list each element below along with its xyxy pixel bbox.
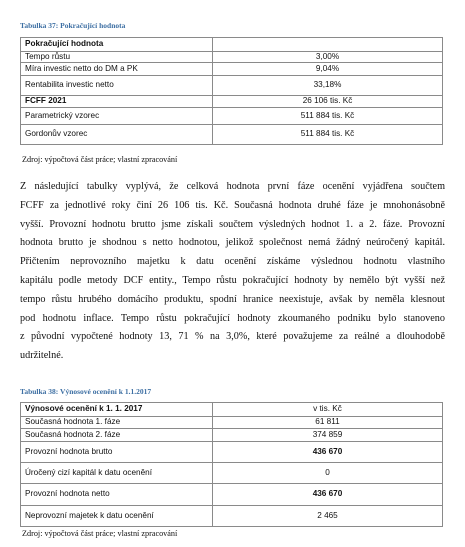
table38-source: Zdroj: výpočtová část práce; vlastní zpracování — [22, 529, 178, 538]
row-value: 2 465 — [213, 506, 443, 527]
row-value: 436 670 — [213, 442, 443, 463]
paragraph-line: hodnota brutto je shodnou s netto hodnotou, jelikož společnost nemá žádný neúročený kapitál. — [20, 237, 445, 249]
paragraph-line: Přičtením neprovozního majetku k datu ocenění získáme výslednou hodnotu vlastního — [20, 256, 445, 268]
table37-caption: Tabulka 37: Pokračující hodnota — [20, 21, 126, 30]
row-label: FCFF 2021 — [21, 96, 213, 108]
row-label: Současná hodnota 1. fáze — [21, 417, 213, 429]
table-header-row — [21, 38, 443, 52]
table-row — [21, 52, 443, 63]
row-label: Úročený cizí kapitál k datu ocenění — [21, 463, 213, 484]
header-value — [213, 38, 443, 52]
row-value: 511 884 tis. Kč — [213, 125, 443, 145]
row-value: 3,00% — [213, 52, 443, 63]
income-valuation-table — [20, 402, 443, 527]
row-value: 61 811 — [213, 417, 443, 429]
paragraph-line: z původní vypočtené hodnoty 13, 71 % na 3,0%, které považujeme za reálné a dlouhodobě — [20, 331, 445, 343]
table-row — [21, 429, 443, 442]
body-paragraph — [20, 178, 445, 366]
row-label: Parametrický vzorec — [21, 108, 213, 125]
paragraph-line: udržitelné. — [20, 350, 64, 362]
paragraph-line: kapitálu podle metody DCF entity., Tempo růstu pokračující hodnoty by nemělo být vyšší než — [20, 274, 445, 286]
row-value: 33,18% — [213, 76, 443, 96]
row-label: Neprovozní majetek k datu ocenění — [21, 506, 213, 527]
row-label: Provozní hodnota brutto — [21, 442, 213, 463]
row-label: Současná hodnota 2. fáze — [21, 429, 213, 442]
table37-source: Zdroj: výpočtová část práce; vlastní zpracování — [22, 155, 178, 164]
table-row — [21, 484, 443, 506]
table-row — [21, 506, 443, 527]
paragraph-line: vyšší. Provozní hodnotu brutto jsme získali součtem výsledných hodnot 1. a 2. fáze. Provozní — [20, 218, 445, 230]
row-value: 511 884 tis. Kč — [213, 108, 443, 125]
table-row — [21, 125, 443, 145]
row-label: Tempo růstu — [21, 52, 213, 63]
table-row — [21, 463, 443, 484]
paragraph-line: tempo růstu hrubého domácího produktu, spodní hranice neexistuje, avšak by neměla klesnout — [20, 293, 445, 305]
row-value: 374 859 — [213, 429, 443, 442]
table-header-row — [21, 403, 443, 417]
row-value: 0 — [213, 463, 443, 484]
paragraph-line: FCFF za jednotlivé roky činí 26 106 tis. Kč. Současná hodnota druhé fáze je mnohonásobně — [20, 199, 445, 211]
continuing-value-table — [20, 37, 443, 145]
row-value: 436 670 — [213, 484, 443, 506]
header-value: v tis. Kč — [213, 403, 443, 417]
header-label: Výnosové ocenění k 1. 1. 2017 — [21, 403, 213, 417]
row-value: 9,04% — [213, 63, 443, 76]
row-label: Provozní hodnota netto — [21, 484, 213, 506]
row-value: 26 106 tis. Kč — [213, 96, 443, 108]
row-label: Gordonův vzorec — [21, 125, 213, 145]
table-row — [21, 63, 443, 76]
table-row — [21, 417, 443, 429]
table-row — [21, 76, 443, 96]
header-label: Pokračující hodnota — [21, 38, 213, 52]
table38-caption: Tabulka 38: Výnosové ocenění k 1.1.2017 — [20, 387, 152, 396]
row-label: Rentabilita investic netto — [21, 76, 213, 96]
paragraph-line: pod hodnotu inflace. Tempo růstu pokračující hodnoty zkoumaného podniku bylo stanoveno — [20, 312, 445, 324]
table-row — [21, 96, 443, 108]
paragraph-line: Z následující tabulky vyplývá, že celková hodnota první fáze ocenění vyjádřena součtem — [20, 181, 445, 192]
table-row — [21, 442, 443, 463]
table-row — [21, 108, 443, 125]
row-label: Míra investic netto do DM a PK — [21, 63, 213, 76]
